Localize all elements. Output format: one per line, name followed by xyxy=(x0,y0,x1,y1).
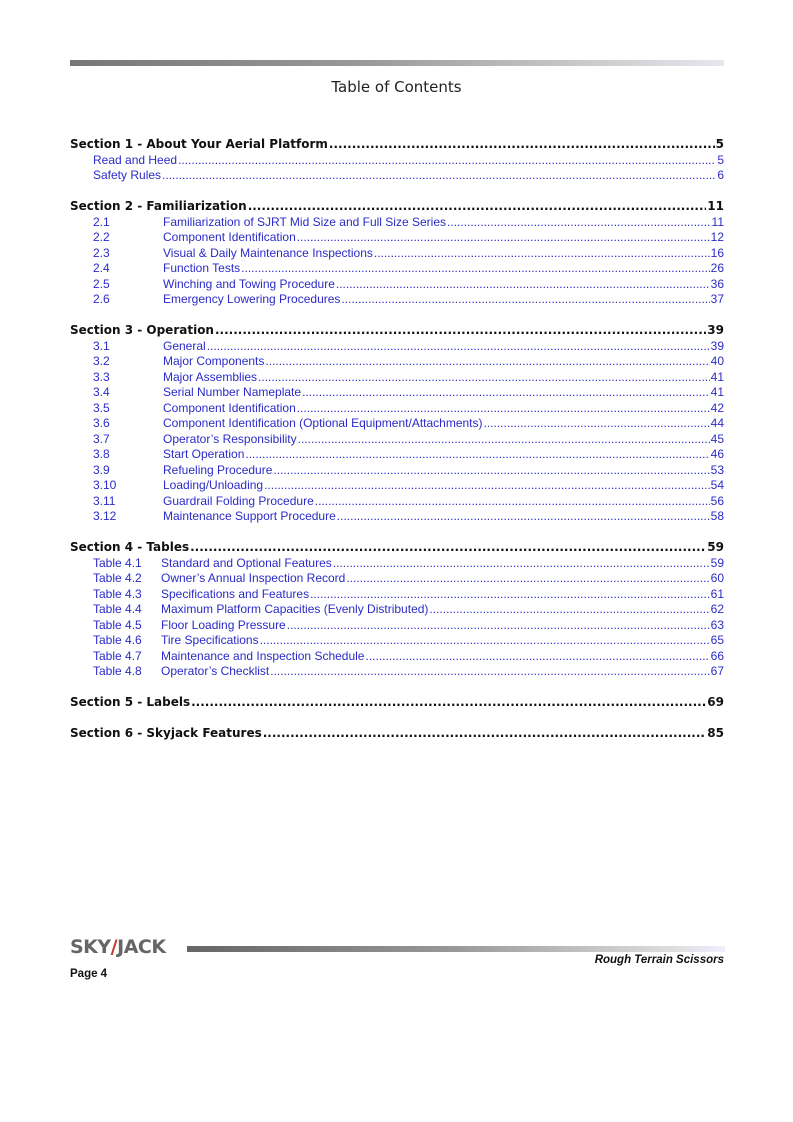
toc-item-entry[interactable] xyxy=(70,463,724,479)
dot-leader xyxy=(298,432,710,448)
toc-section-entry[interactable] xyxy=(70,540,724,556)
dot-leader xyxy=(178,153,716,169)
page-ref: 41 xyxy=(710,369,724,384)
item-title: Maximum Platform Capacities (Evenly Distributed) xyxy=(161,602,429,616)
page-ref: 26 xyxy=(710,261,724,275)
dot-leader xyxy=(310,587,710,603)
toc-item-entry[interactable] xyxy=(70,633,724,649)
spacer xyxy=(70,680,724,696)
dot-leader xyxy=(248,199,707,215)
page-ref: 12 xyxy=(710,230,724,244)
item-number: Table 4.2 xyxy=(93,571,142,585)
footer-rule xyxy=(187,946,725,952)
spacer xyxy=(70,711,724,727)
toc-item-entry[interactable] xyxy=(70,261,724,277)
page-ref: 58 xyxy=(710,509,724,523)
item-number: 3.9 xyxy=(93,462,110,477)
toc-item-entry[interactable] xyxy=(70,416,724,432)
dot-leader xyxy=(333,556,710,572)
toc-item-entry[interactable] xyxy=(70,432,724,448)
page-ref: 39 xyxy=(707,323,724,337)
item-number: 2.2 xyxy=(93,230,110,244)
dot-leader xyxy=(315,494,710,510)
dot-leader xyxy=(302,385,710,401)
item-title: Emergency Lowering Procedures xyxy=(163,292,341,306)
toc-item-entry[interactable] xyxy=(70,649,724,665)
page-ref: 69 xyxy=(707,695,724,709)
dot-leader xyxy=(241,261,709,277)
page-ref: 59 xyxy=(707,540,724,554)
dot-leader xyxy=(429,602,709,618)
item-title: Operator’s Responsibility xyxy=(163,431,297,446)
page-ref: 63 xyxy=(710,617,724,632)
item-title: Tire Specifications xyxy=(161,633,259,647)
dot-leader xyxy=(258,370,710,386)
toc-item-entry[interactable] xyxy=(70,354,724,370)
item-title: Serial Number Nameplate xyxy=(163,385,302,399)
toc-section-entry[interactable] xyxy=(70,137,724,153)
dot-leader xyxy=(245,447,709,463)
page-ref: 37 xyxy=(710,292,724,306)
item-number: 3.8 xyxy=(93,447,110,461)
dot-leader xyxy=(336,277,710,293)
page-ref: 16 xyxy=(710,245,724,260)
page-ref: 65 xyxy=(710,633,724,647)
toc-item-entry[interactable] xyxy=(70,153,724,169)
dot-leader xyxy=(484,416,710,432)
item-title: Major Components xyxy=(163,354,265,368)
dot-leader xyxy=(264,478,710,494)
dot-leader xyxy=(207,339,710,355)
page-ref: 11 xyxy=(707,199,724,213)
dot-leader xyxy=(260,633,710,649)
page-ref: 67 xyxy=(710,664,724,678)
page-ref: 42 xyxy=(710,400,724,415)
page-ref: 53 xyxy=(710,462,724,477)
item-title: Guardrail Folding Procedure xyxy=(163,493,314,508)
page-ref: 54 xyxy=(710,478,724,492)
item-title: Maintenance and Inspection Schedule xyxy=(161,648,365,663)
item-number: 2.1 xyxy=(93,214,110,229)
dot-leader xyxy=(341,292,709,308)
toc-item-entry[interactable] xyxy=(70,447,724,463)
toc-section-entry[interactable] xyxy=(70,323,724,339)
item-number: 2.5 xyxy=(93,276,110,291)
item-number: 3.1 xyxy=(93,338,110,353)
item-title: Start Operation xyxy=(163,447,245,461)
section-title: Section 2 - Familiarization xyxy=(70,199,247,213)
dot-leader xyxy=(287,618,710,634)
item-title: General xyxy=(163,338,206,353)
toc-item-entry[interactable] xyxy=(70,215,724,231)
item-title: Loading/Unloading xyxy=(163,478,264,492)
spacer xyxy=(70,525,724,541)
spacer xyxy=(70,184,724,200)
item-title: Winching and Towing Procedure xyxy=(163,276,335,291)
page-ref: 39 xyxy=(710,338,724,353)
section-title: Section 6 - Skyjack Features xyxy=(70,726,262,740)
item-number: 2.6 xyxy=(93,292,110,306)
toc-item-entry[interactable] xyxy=(70,370,724,386)
section-title: Section 1 - About Your Aerial Platform xyxy=(70,137,328,151)
toc-item-entry[interactable] xyxy=(70,277,724,293)
page-ref: 61 xyxy=(710,586,724,601)
dot-leader xyxy=(337,509,710,525)
item-number: 3.10 xyxy=(93,478,117,492)
dot-leader xyxy=(162,168,716,184)
toc-item-entry[interactable] xyxy=(70,664,724,680)
item-number: 3.2 xyxy=(93,354,110,368)
dot-leader xyxy=(273,463,709,479)
item-title: Component Identification (Optional Equipment/Attachments) xyxy=(163,416,483,430)
dot-leader xyxy=(447,215,711,231)
item-title: Component Identification xyxy=(163,400,296,415)
item-number: 3.4 xyxy=(93,385,110,399)
toc-item-entry[interactable] xyxy=(70,292,724,308)
skyjack-logo: SKY/JACK xyxy=(70,936,166,958)
toc-item-entry[interactable] xyxy=(70,587,724,603)
toc-item-entry[interactable] xyxy=(70,246,724,262)
toc-item-entry[interactable] xyxy=(70,230,724,246)
item-title: Specifications and Features xyxy=(161,586,310,601)
toc-item-entry[interactable] xyxy=(70,494,724,510)
toc-item-entry[interactable] xyxy=(70,602,724,618)
toc-item-entry[interactable] xyxy=(70,385,724,401)
item-title: Function Tests xyxy=(163,261,241,275)
page-ref: 45 xyxy=(710,431,724,446)
page-ref: 36 xyxy=(710,276,724,291)
toc-section-entry[interactable] xyxy=(70,695,724,711)
item-number: Table 4.6 xyxy=(93,633,142,647)
item-number: 2.3 xyxy=(93,245,110,260)
page-ref: 40 xyxy=(710,354,724,368)
toc-section-entry[interactable] xyxy=(70,199,724,215)
page-ref: 66 xyxy=(710,648,724,663)
item-title: Refueling Procedure xyxy=(163,462,273,477)
dot-leader xyxy=(191,695,706,711)
dot-leader xyxy=(215,323,706,339)
item-number: 3.11 xyxy=(93,493,116,508)
item-title: Safety Rules xyxy=(93,168,162,182)
dot-leader xyxy=(329,137,715,153)
header-rule xyxy=(70,60,724,66)
item-title: Maintenance Support Procedure xyxy=(163,509,336,523)
page-number: Page 4 xyxy=(70,968,108,980)
dot-leader xyxy=(263,726,707,742)
item-title: Read and Heed xyxy=(93,152,178,167)
toc-item-entry[interactable] xyxy=(70,339,724,355)
item-title: Standard and Optional Features xyxy=(161,555,332,570)
toc-item-entry[interactable] xyxy=(70,478,724,494)
item-title: Familiarization of SJRT Mid Size and Full Size Series xyxy=(163,214,446,229)
toc-item-entry[interactable] xyxy=(70,401,724,417)
dot-leader xyxy=(346,571,709,587)
page-ref: 41 xyxy=(710,385,724,399)
page-ref: 5 xyxy=(717,152,724,167)
item-number: 3.6 xyxy=(93,416,110,430)
toc-item-entry[interactable] xyxy=(70,618,724,634)
table-of-contents xyxy=(70,137,724,742)
item-title: Owner’s Annual Inspection Record xyxy=(161,571,346,585)
dot-leader xyxy=(270,664,709,680)
item-title: Component Identification xyxy=(163,230,296,244)
item-number: Table 4.8 xyxy=(93,664,142,678)
item-number: 2.4 xyxy=(93,261,110,275)
page-title: Table of Contents xyxy=(331,78,462,96)
item-number: Table 4.1 xyxy=(93,555,142,570)
page-ref: 59 xyxy=(710,555,724,570)
item-number: Table 4.7 xyxy=(93,648,142,663)
page-ref: 85 xyxy=(707,726,724,740)
item-title: Visual & Daily Maintenance Inspections xyxy=(163,245,373,260)
spacer xyxy=(70,308,724,324)
dot-leader xyxy=(374,246,710,262)
item-title: Operator’s Checklist xyxy=(161,664,270,678)
item-number: 3.7 xyxy=(93,431,110,446)
page-ref: 6 xyxy=(717,168,724,182)
page-ref: 62 xyxy=(710,602,724,616)
page-ref: 44 xyxy=(710,416,724,430)
page-ref: 56 xyxy=(710,493,724,508)
page-ref: 11 xyxy=(711,214,724,229)
item-number: Table 4.5 xyxy=(93,617,142,632)
item-number: 3.5 xyxy=(93,400,110,415)
section-title: Section 4 - Tables xyxy=(70,540,190,554)
toc-item-entry[interactable] xyxy=(70,571,724,587)
item-title: Floor Loading Pressure xyxy=(161,617,286,632)
page-ref: 46 xyxy=(710,447,724,461)
item-number: 3.12 xyxy=(93,509,117,523)
section-title: Section 3 - Operation xyxy=(70,323,214,337)
toc-item-entry[interactable] xyxy=(70,509,724,525)
page-ref: 5 xyxy=(715,137,724,151)
dot-leader xyxy=(265,354,709,370)
dot-leader xyxy=(297,230,710,246)
item-number: Table 4.3 xyxy=(93,586,142,601)
dot-leader xyxy=(365,649,709,665)
item-number: Table 4.4 xyxy=(93,602,142,616)
section-title: Section 5 - Labels xyxy=(70,695,191,709)
item-number: 3.3 xyxy=(93,369,110,384)
toc-item-entry[interactable] xyxy=(70,168,724,184)
dot-leader xyxy=(190,540,706,556)
toc-item-entry[interactable] xyxy=(70,556,724,572)
item-title: Major Assemblies xyxy=(163,369,258,384)
toc-section-entry[interactable] xyxy=(70,726,724,742)
page-ref: 60 xyxy=(710,571,724,585)
product-name: Rough Terrain Scissors xyxy=(594,954,724,966)
dot-leader xyxy=(297,401,710,417)
